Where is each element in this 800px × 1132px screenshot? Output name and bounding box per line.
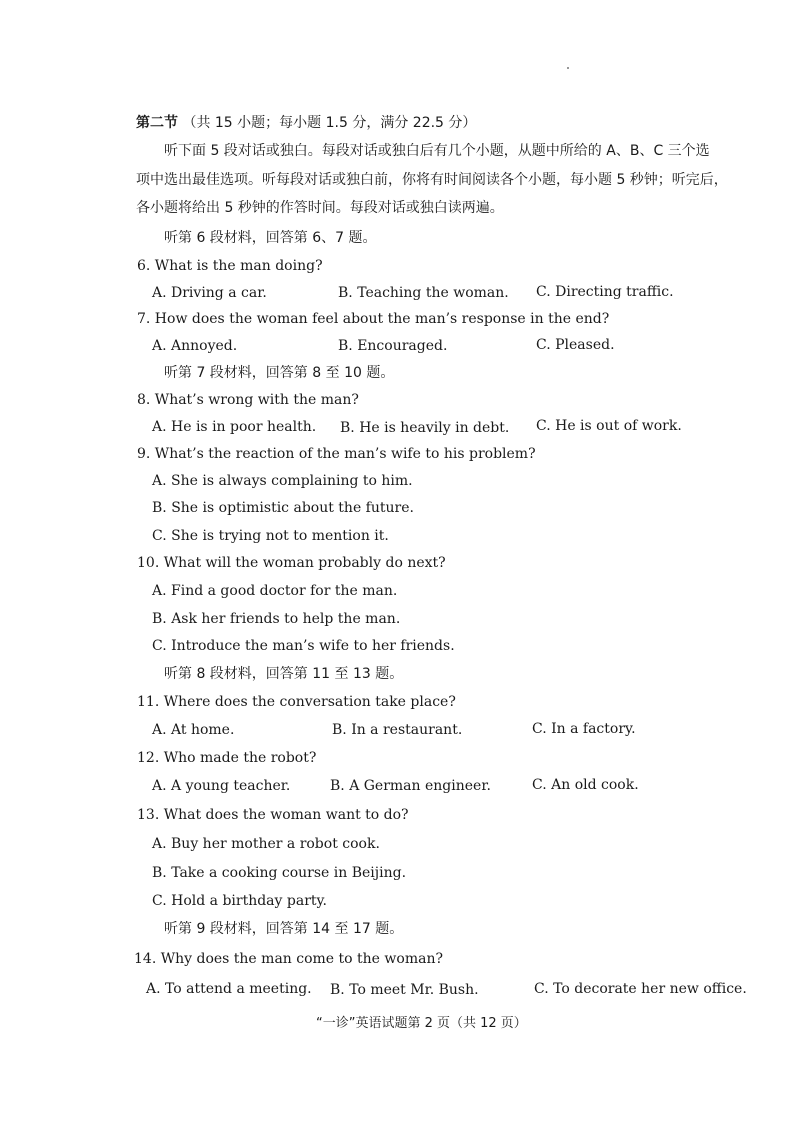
q12-option-a: A. A young teacher. xyxy=(152,778,291,794)
group-heading-6: 听第 6 段材料，回答第 6、7 题。 xyxy=(164,230,377,246)
q11-option-b: B. In a restaurant. xyxy=(332,722,463,738)
q10-option-b: B. Ask her friends to help the man. xyxy=(152,611,401,627)
page-footer: “一诊”英语试题第 2 页（共 12 页） xyxy=(316,1016,527,1031)
group-heading-9: 听第 9 段材料，回答第 14 至 17 题。 xyxy=(164,921,404,937)
question-13: 13. What does the woman want to do? xyxy=(137,807,409,823)
q9-option-c: C. She is trying not to mention it. xyxy=(152,528,389,544)
question-10: 10. What will the woman probably do next? xyxy=(137,555,446,571)
q12-option-b: B. A German engineer. xyxy=(330,778,491,794)
question-12: 12. Who made the robot? xyxy=(137,750,317,766)
q14-option-a: A. To attend a meeting. xyxy=(146,981,312,997)
question-7: 7. How does the woman feel about the man’s response in the end? xyxy=(137,311,610,327)
q6-option-c: C. Directing traffic. xyxy=(536,284,674,300)
q7-option-c: C. Pleased. xyxy=(536,337,615,353)
question-11: 11. Where does the conversation take place? xyxy=(137,694,456,710)
question-9: 9. What’s the reaction of the man’s wife to his problem? xyxy=(137,446,536,462)
question-6: 6. What is the man doing? xyxy=(137,258,323,274)
question-14: 14. Why does the man come to the woman? xyxy=(134,951,443,967)
q7-option-a: A. Annoyed. xyxy=(152,338,238,354)
section-header xyxy=(136,114,476,132)
q11-option-a: A. At home. xyxy=(152,722,235,738)
q7-option-b: B. Encouraged. xyxy=(338,338,448,354)
scan-speck xyxy=(567,67,569,69)
instruction-line-1: 听下面 5 段对话或独白。每段对话或独白后有几个小题，从题中所给的 A、B、C 三个选 xyxy=(164,143,710,159)
q12-option-c: C. An old cook. xyxy=(532,777,639,793)
group-heading-7: 听第 7 段材料，回答第 8 至 10 题。 xyxy=(164,365,395,381)
group-heading-8: 听第 8 段材料，回答第 11 至 13 题。 xyxy=(164,666,404,682)
q13-option-a: A. Buy her mother a robot cook. xyxy=(152,836,380,852)
q6-option-a: A. Driving a car. xyxy=(152,285,267,301)
section-meta: （共 15 小题；每小题 1.5 分，满分 22.5 分） xyxy=(182,115,477,131)
q8-option-b: B. He is heavily in debt. xyxy=(340,420,510,436)
q13-option-c: C. Hold a birthday party. xyxy=(152,893,328,909)
section-title: 第二节 xyxy=(136,115,178,131)
instruction-line-3: 各小题将给出 5 秒钟的作答时间。每段对话或独白读两遍。 xyxy=(136,200,504,216)
q13-option-b: B. Take a cooking course in Beijing. xyxy=(152,865,407,881)
q8-option-c: C. He is out of work. xyxy=(536,418,682,434)
q14-option-c: C. To decorate her new office. xyxy=(534,981,747,997)
instruction-line-2: 项中选出最佳选项。听每段对话或独白前，你将有时间阅读各个小题，每小题 5 秒钟；听完后， xyxy=(136,172,728,188)
q10-option-c: C. Introduce the man’s wife to her friends. xyxy=(152,638,455,654)
q9-option-b: B. She is optimistic about the future. xyxy=(152,500,414,516)
q11-option-c: C. In a factory. xyxy=(532,721,636,737)
q8-option-a: A. He is in poor health. xyxy=(152,419,317,435)
question-8: 8. What’s wrong with the man? xyxy=(137,392,359,408)
q14-option-b: B. To meet Mr. Bush. xyxy=(330,982,479,998)
q9-option-a: A. She is always complaining to him. xyxy=(152,473,413,489)
q6-option-b: B. Teaching the woman. xyxy=(338,285,509,301)
q10-option-a: A. Find a good doctor for the man. xyxy=(152,583,398,599)
